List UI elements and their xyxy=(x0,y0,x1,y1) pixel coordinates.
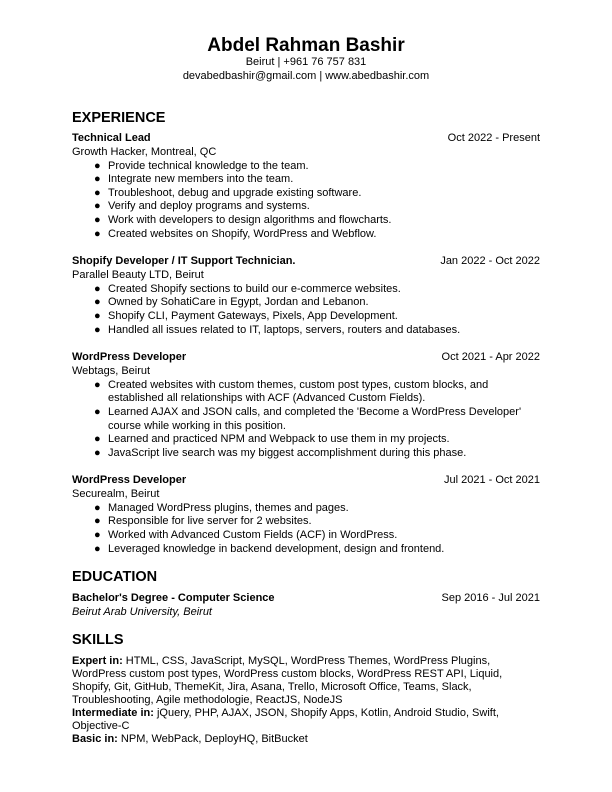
job-bullet-text: Integrate new members into the team. xyxy=(108,173,294,186)
job-dates: Jul 2021 - Oct 2021 xyxy=(443,474,540,487)
skills-expert-label: Expert in: xyxy=(72,654,123,667)
job-bullet xyxy=(94,433,540,447)
job-bullet-text: Provide technical knowledge to the team. xyxy=(108,159,309,172)
job-bullet-text: Created websites with custom themes, custom post types, custom blocks, and established all relationships with ACF (Advanced Custom Fields). xyxy=(108,378,489,405)
education-heading: EDUCATION xyxy=(72,569,158,586)
job-dates: Oct 2022 - Present xyxy=(447,132,540,144)
bullet-icon: ● xyxy=(94,433,101,446)
bullet-icon: ● xyxy=(94,529,101,542)
job-dates: Jan 2022 - Oct 2022 xyxy=(440,255,540,268)
job-bullet xyxy=(94,227,540,242)
job-bullet xyxy=(94,323,540,338)
job-bullet-text: Verify and deploy programs and systems. xyxy=(108,200,310,213)
bullet-icon: ● xyxy=(94,446,101,459)
job-bullet-text: Worked with Advanced Custom Fields (ACF) in WordPress. xyxy=(108,529,398,542)
job-entry xyxy=(72,255,540,337)
bullet-icon: ● xyxy=(94,186,101,199)
bullet-icon: ● xyxy=(94,173,101,186)
skills-list xyxy=(72,655,540,746)
education-dates: Sep 2016 - Jul 2021 xyxy=(441,592,540,605)
job-bullet xyxy=(94,200,540,214)
job-bullet-text: Created Shopify sections to build our e-commerce websites. xyxy=(108,282,401,295)
job-bullets xyxy=(72,379,540,461)
job-bullet xyxy=(94,405,540,433)
skills-expert-text: HTML, CSS, JavaScript, MySQL, WordPress Themes, WordPress Plugins, WordPress custom post types, WordPress custom blocks, WordPress REST API, Liquid, Shopify, Git, GitHub, ThemeKit, Jira, Asana, Trello, Microsoft Office, Teams, Slack, Troubleshooting, Agile methodologie, ReactJS, NodeJS xyxy=(72,654,503,706)
job-bullet xyxy=(94,542,540,557)
job-bullet-text: Owned by SohatiCare in Egypt, Jordan and Lebanon. xyxy=(108,296,369,309)
job-company: Parallel Beauty LTD, Beirut xyxy=(72,268,204,281)
school-name: Beirut Arab University, Beirut xyxy=(72,606,212,619)
job-bullet xyxy=(94,515,540,529)
bullet-icon: ● xyxy=(94,159,101,172)
resume-page xyxy=(72,36,540,746)
job-title: WordPress Developer xyxy=(72,351,187,364)
job-company: Securealm, Beirut xyxy=(72,488,160,501)
job-bullet-text: Handled all issues related to IT, laptops, servers, routers and databases. xyxy=(108,323,461,336)
skills-heading: SKILLS xyxy=(72,631,124,648)
job-bullet xyxy=(94,159,540,174)
job-company: Webtags, Beirut xyxy=(72,364,151,377)
contact-line-email-website: devabedbashir@gmail.com | www.abedbashir.com xyxy=(182,69,430,82)
job-bullet-text: Learned and practiced NPM and Webpack to use them in my projects. xyxy=(108,433,450,446)
job-title: WordPress Developer xyxy=(72,474,187,487)
bullet-icon: ● xyxy=(94,542,101,555)
job-bullet xyxy=(94,213,540,228)
job-bullet-text: Work with developers to design algorithms and flowcharts. xyxy=(108,213,392,226)
bullet-icon: ● xyxy=(94,227,101,240)
degree-title: Bachelor's Degree - Computer Science xyxy=(72,592,275,605)
skills-intermediate-text: jQuery, PHP, AJAX, JSON, Shopify Apps, Kotlin, Android Studio, Swift, Objective-C xyxy=(72,706,499,732)
bullet-icon: ● xyxy=(94,323,101,336)
job-bullet xyxy=(94,446,540,461)
job-entry xyxy=(72,351,540,460)
bullet-icon: ● xyxy=(94,378,101,391)
skills-basic-label: Basic in: xyxy=(72,732,118,745)
job-bullets xyxy=(72,502,540,556)
job-bullets xyxy=(72,283,540,337)
job-title: Shopify Developer / IT Support Technician. xyxy=(72,255,296,268)
experience-list xyxy=(72,132,540,556)
bullet-icon: ● xyxy=(94,213,101,226)
skills-expert xyxy=(72,655,540,707)
job-bullet-text: Created websites on Shopify, WordPress and Webflow. xyxy=(108,227,377,240)
contact-line-location-phone: Beirut | +961 76 757 831 xyxy=(245,56,367,68)
job-bullet-text: Shopify CLI, Payment Gateways, Pixels, App Development. xyxy=(108,309,398,322)
job-bullet xyxy=(94,309,540,324)
job-bullet xyxy=(94,282,540,297)
job-dates: Oct 2021 - Apr 2022 xyxy=(441,351,540,364)
job-bullet-text: JavaScript live search was my biggest accomplishment during this phase. xyxy=(108,446,467,459)
skills-basic-text: NPM, WebPack, DeployHQ, BitBucket xyxy=(120,732,308,745)
skills-intermediate-label: Intermediate in: xyxy=(72,706,154,719)
experience-heading: EXPERIENCE xyxy=(72,110,166,126)
bullet-icon: ● xyxy=(94,282,101,295)
job-bullet xyxy=(94,529,540,543)
job-bullet xyxy=(94,378,540,406)
job-bullet xyxy=(94,501,540,516)
bullet-icon: ● xyxy=(94,501,101,514)
job-bullet xyxy=(94,173,540,187)
bullet-icon: ● xyxy=(94,296,101,309)
skills-basic xyxy=(72,733,540,746)
job-bullet xyxy=(94,186,540,201)
job-entry xyxy=(72,474,540,556)
education-entry xyxy=(72,592,540,620)
candidate-name: Abdel Rahman Bashir xyxy=(207,35,405,56)
job-bullet xyxy=(94,296,540,310)
job-bullet-text: Responsible for live server for 2 websites. xyxy=(108,515,312,528)
bullet-icon: ● xyxy=(94,309,101,322)
bullet-icon: ● xyxy=(94,405,101,418)
job-bullet-text: Managed WordPress plugins, themes and pages. xyxy=(108,501,349,514)
skills-intermediate xyxy=(72,707,540,733)
bullet-icon: ● xyxy=(94,515,101,528)
job-bullet-text: Leveraged knowledge in backend development, design and frontend. xyxy=(108,542,445,555)
job-bullet-text: Troubleshoot, debug and upgrade existing software. xyxy=(108,186,362,199)
job-company: Growth Hacker, Montreal, QC xyxy=(72,145,217,158)
job-bullet-text: Learned AJAX and JSON calls, and completed the 'Become a WordPress Developer' course while working in this position. xyxy=(108,405,522,432)
job-title: Technical Lead xyxy=(72,132,151,144)
job-bullets xyxy=(72,160,540,242)
bullet-icon: ● xyxy=(94,200,101,213)
job-entry xyxy=(72,132,540,241)
